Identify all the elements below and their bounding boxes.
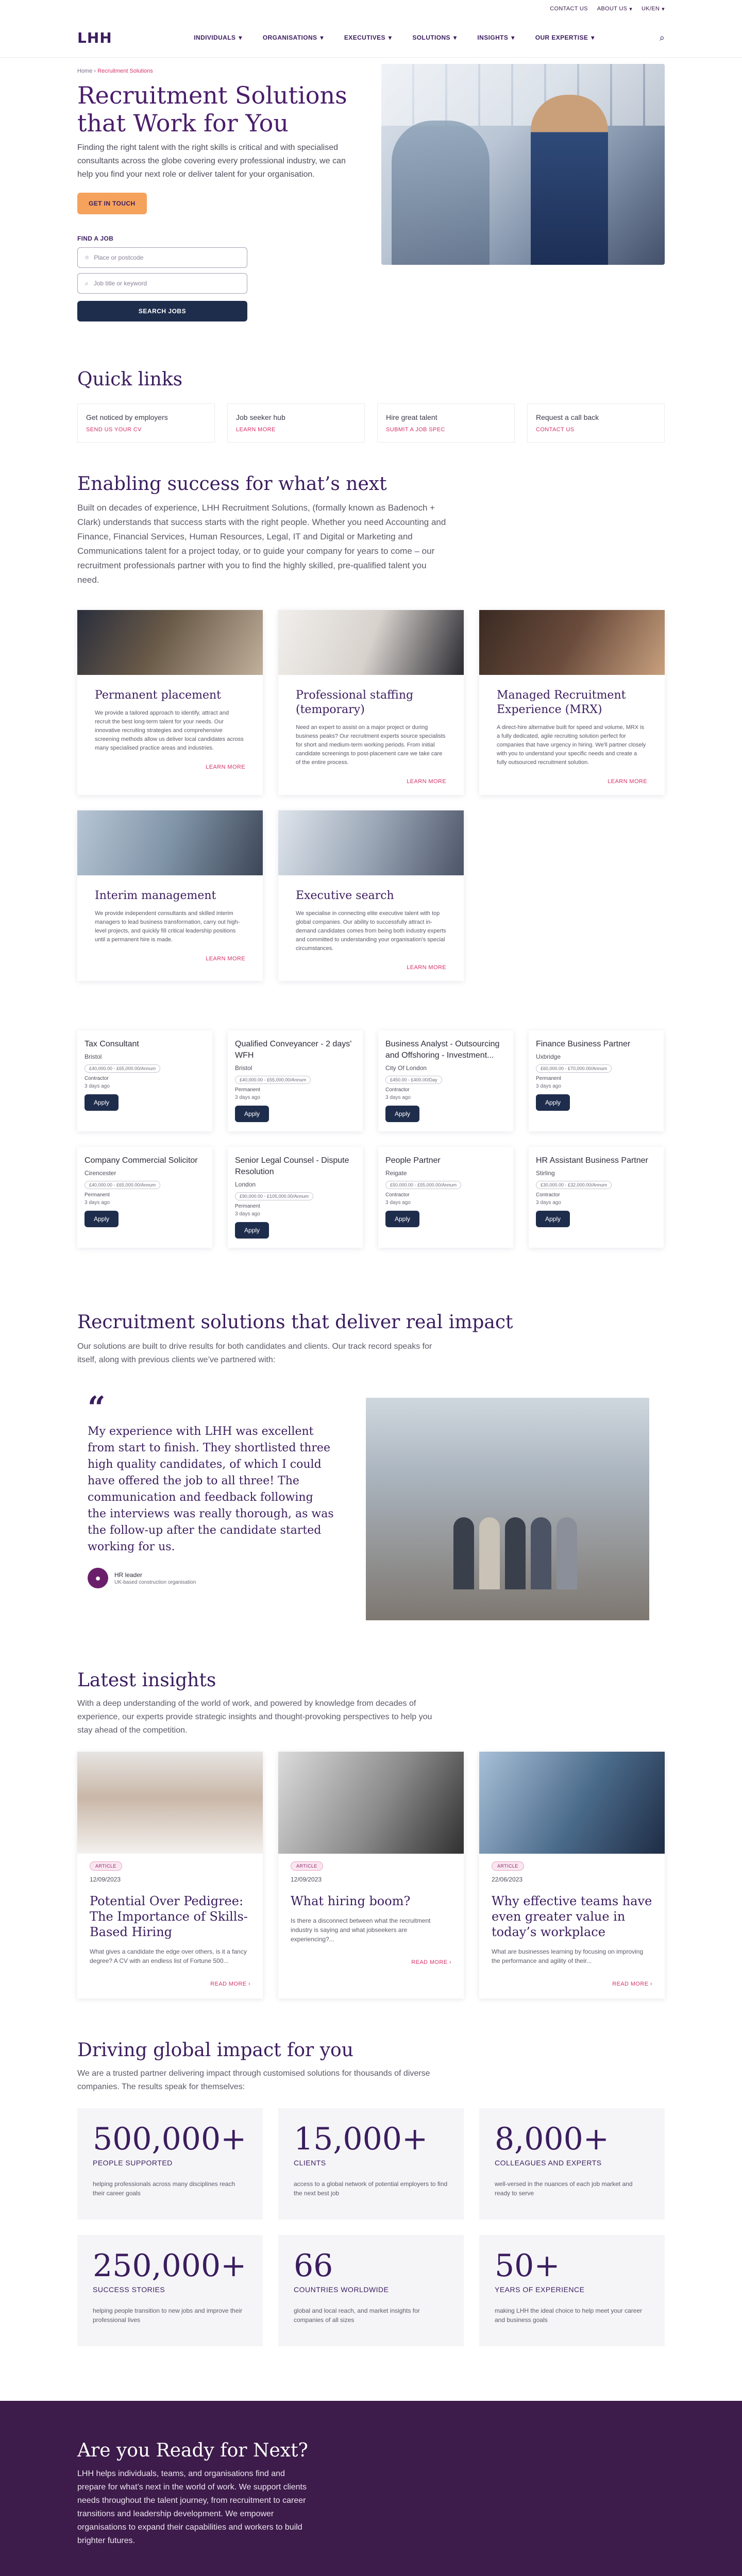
job-card[interactable] xyxy=(228,1030,363,1131)
hero xyxy=(77,74,665,321)
breadcrumb-separator-icon: › xyxy=(94,68,98,74)
job-salary: £40,000.00 - £65,000.00/Annum xyxy=(85,1064,160,1073)
job-card[interactable] xyxy=(378,1030,513,1131)
learn-more-link[interactable]: LEARN MORE xyxy=(608,778,647,785)
job-salary: £40,000.00 - £55,000.00/Annum xyxy=(235,1076,311,1084)
service-card[interactable] xyxy=(77,810,263,981)
stat-label: COUNTRIES WORLDWIDE xyxy=(294,2285,389,2294)
job-salary: £40,000.00 - £65,000.00/Annum xyxy=(85,1181,160,1189)
stat-number: 50+ xyxy=(495,2248,560,2284)
stat-card xyxy=(278,2108,464,2219)
stat-desc: well-versed in the nuances of each job market and ready to serve xyxy=(495,2180,633,2197)
job-salary: £450.00 - £400.00/Day xyxy=(385,1076,442,1084)
stat-number: 66 xyxy=(294,2248,333,2284)
stat-card xyxy=(77,2235,263,2346)
service-text: We specialise in connecting elite executive talent with top global companies. Our ability to successfully attract in-demand candidates comes from being both industry experts and committed to understanding your organisation's special circumstances. xyxy=(296,910,446,952)
learn-more-link[interactable]: LEARN MORE xyxy=(206,764,245,770)
service-card[interactable] xyxy=(77,610,263,795)
hero-image xyxy=(381,64,665,265)
testimonial-quote: My experience with LHH was excellent from start to finish. They shortlisted three high quality candidates, of which I could have offered the job to all three! The communication and feedback following the interviews was really thorough, as was the follow-up after the candidate started working for us. xyxy=(88,1425,334,1553)
apply-button[interactable]: Apply xyxy=(385,1211,419,1227)
insight-card[interactable] xyxy=(278,1752,464,1998)
quick-link-card[interactable] xyxy=(227,403,365,443)
chevron-down-icon: ▾ xyxy=(320,34,324,41)
job-card[interactable] xyxy=(529,1147,664,1248)
insight-title: What hiring boom? xyxy=(291,1894,411,1908)
stat-number: 250,000+ xyxy=(93,2248,247,2284)
search-jobs-button[interactable]: SEARCH JOBS xyxy=(77,301,247,321)
job-title: Tax Consultant xyxy=(85,1040,139,1048)
site-logo[interactable]: LHH xyxy=(77,29,112,46)
insight-card[interactable] xyxy=(77,1752,263,1998)
job-location: City Of London xyxy=(385,1064,427,1072)
job-title: Business Analyst - Outsourcing and Offshoring - Investment... xyxy=(385,1040,500,1060)
insights-text: With a deep understanding of the world of work, and powered by knowledge from decades of experience, our experts provide strategic insights and thought-provoking perspectives to help you stay ahead of the competition. xyxy=(77,1699,432,1735)
avatar-icon: ● xyxy=(88,1568,108,1588)
stat-label: SUCCESS STORIES xyxy=(93,2285,165,2294)
stat-desc: access to a global network of potential employers to find the next best job xyxy=(294,2180,448,2197)
chevron-down-icon: ▾ xyxy=(239,34,242,41)
read-more-link[interactable] xyxy=(291,1959,451,1965)
quick-link-card[interactable] xyxy=(77,403,215,443)
get-in-touch-button[interactable]: GET IN TOUCH xyxy=(77,193,147,214)
nav-label: ORGANISATIONS xyxy=(262,34,317,41)
job-location: Reigate xyxy=(385,1170,407,1177)
job-age: 3 days ago xyxy=(385,1200,411,1206)
insight-image xyxy=(77,1752,263,1854)
region-label: UK/EN xyxy=(642,6,660,12)
quote-icon: “ xyxy=(88,1390,106,1426)
job-salary: £60,000.00 - £70,000.00/Annum xyxy=(536,1064,612,1073)
apply-button[interactable]: Apply xyxy=(85,1211,119,1227)
job-location: Bristol xyxy=(85,1053,102,1060)
chevron-down-icon: ▾ xyxy=(629,6,633,12)
insight-title: Potential Over Pedigree: The Importance of Skills-Based Hiring xyxy=(90,1894,248,1939)
impact-text: We are a trusted partner delivering impact through customised solutions for thousands of diverse companies. The results speak for themselves: xyxy=(77,2069,430,2091)
service-card[interactable] xyxy=(479,610,665,795)
chevron-down-icon: ▾ xyxy=(662,6,665,12)
search-icon[interactable]: ⌕ xyxy=(659,32,665,43)
site-header xyxy=(0,18,742,58)
utility-bar xyxy=(0,0,742,18)
learn-more-link[interactable]: LEARN MORE xyxy=(407,778,446,785)
nav-executives[interactable] xyxy=(344,34,392,41)
learn-more-link[interactable]: LEARN MORE xyxy=(407,964,446,971)
job-salary: £30,000.00 - £32,000.00/Annum xyxy=(536,1181,612,1189)
stat-card xyxy=(77,2108,263,2219)
place-placeholder: Place or postcode xyxy=(94,254,144,261)
results-text: Our solutions are built to drive results for both candidates and clients. Our track record speaks for itself, along with previous clients we’ve partnered with: xyxy=(77,1342,432,1364)
job-card[interactable] xyxy=(378,1147,513,1248)
service-title: Permanent placement xyxy=(95,689,221,702)
nav-individuals[interactable] xyxy=(194,34,242,41)
job-age: 3 days ago xyxy=(536,1083,561,1089)
insight-date: 12/09/2023 xyxy=(90,1876,121,1883)
page-title: Recruitment Solutions that Work for You xyxy=(77,81,347,137)
insights-section xyxy=(77,1620,665,1998)
chevron-down-icon: ▾ xyxy=(388,34,392,41)
job-location: Bristol xyxy=(235,1064,252,1072)
insights-title: Latest insights xyxy=(77,1670,216,1691)
job-title: Finance Business Partner xyxy=(536,1040,631,1048)
nav-insights[interactable] xyxy=(477,34,514,41)
keyword-placeholder: Job title or keyword xyxy=(93,280,147,287)
stat-label: COLLEAGUES AND EXPERTS xyxy=(495,2159,602,2167)
chevron-down-icon: ▾ xyxy=(511,34,515,41)
job-age: 3 days ago xyxy=(85,1200,110,1206)
insight-date: 12/09/2023 xyxy=(291,1876,322,1883)
breadcrumb-current: Recruitment Solutions xyxy=(97,68,153,74)
job-card[interactable] xyxy=(529,1030,664,1131)
service-text: We provide a tailored approach to identify, attract and recruit the best long-term talent for your needs. Our innovative recruiting strategies and comprehensive screening methods allow us deliver local candidates across many specialised practice areas and industries. xyxy=(95,710,244,751)
stat-desc: making LHH the ideal choice to help meet your career and business goals xyxy=(495,2307,643,2324)
stat-desc: helping professionals across many disciplines reach their career goals xyxy=(93,2180,235,2197)
quick-link-card[interactable] xyxy=(527,403,665,443)
job-title: Qualified Conveyancer - 2 days' WFH xyxy=(235,1040,352,1060)
author-name: HR leader xyxy=(114,1571,143,1579)
breadcrumb-home[interactable]: Home xyxy=(77,68,93,74)
job-title: HR Assistant Business Partner xyxy=(536,1156,648,1165)
stat-desc: helping people transition to new jobs and improve their professional lives xyxy=(93,2307,243,2324)
article-badge: ARTICLE xyxy=(492,1861,524,1871)
quick-link-title: Get noticed by employers xyxy=(86,413,168,421)
insight-excerpt: What gives a candidate the edge over others, is it a fancy degree? A CV with an endless list of Fortune 500... xyxy=(90,1948,247,1964)
region-selector[interactable] xyxy=(642,6,665,12)
impact-section xyxy=(77,1998,665,2346)
read-more-link[interactable] xyxy=(492,1981,652,1987)
job-title: People Partner xyxy=(385,1156,441,1165)
enabling-section xyxy=(77,443,665,587)
service-image xyxy=(278,610,464,675)
location-pin-icon: ⌾ xyxy=(85,253,89,261)
contact-us-link[interactable]: CONTACT US xyxy=(550,6,588,12)
hero-text: Finding the right talent with the right skills is critical and with specialised consultants across the globe covering every professional industry, we can help you find your next role or deliver talent for your organisation. xyxy=(77,143,346,179)
chevron-right-icon: › xyxy=(650,1981,652,1987)
enabling-title: Enabling success for what’s next xyxy=(77,473,387,495)
job-title: Company Commercial Solicitor xyxy=(85,1156,198,1165)
service-image xyxy=(77,810,263,875)
keyword-input[interactable] xyxy=(77,273,247,294)
chevron-down-icon: ▾ xyxy=(453,34,457,41)
service-title: Interim management xyxy=(95,889,216,902)
testimonial-author xyxy=(88,1568,335,1588)
insight-image xyxy=(278,1752,464,1854)
service-card[interactable] xyxy=(278,810,464,981)
stat-card xyxy=(479,2235,665,2346)
job-location: Stirling xyxy=(536,1170,555,1177)
service-title: Managed Recruitment Experience (MRX) xyxy=(497,689,626,716)
apply-button[interactable]: Apply xyxy=(235,1106,269,1122)
find-job-label: FIND A JOB xyxy=(77,235,114,242)
testimonial-image xyxy=(366,1398,649,1620)
results-section xyxy=(77,1263,665,1620)
insight-title: Why effective teams have even greater value in today’s workplace xyxy=(492,1894,652,1939)
apply-button[interactable]: Apply xyxy=(385,1106,419,1122)
read-more-label: READ MORE xyxy=(411,1959,448,1965)
job-type: Permanent xyxy=(85,1192,110,1198)
service-title: Professional staffing (temporary) xyxy=(296,689,414,716)
insight-card[interactable] xyxy=(479,1752,665,1998)
service-title: Executive search xyxy=(296,889,394,902)
stat-card xyxy=(479,2108,665,2219)
job-type: Permanent xyxy=(235,1204,260,1209)
about-us-label: ABOUT US xyxy=(597,6,628,12)
service-text: A direct-hire alternative built for speed and volume, MRX is a fully dedicated, agile recruiting solution perfect for companies that have urgency in hiring. We'll partner closely with you to understand your specific needs and create a fully outsourced recruitment solution. xyxy=(497,724,646,766)
testimonial xyxy=(77,1390,665,1620)
apply-button[interactable]: Apply xyxy=(536,1094,570,1111)
nav-label: INSIGHTS xyxy=(477,34,509,41)
nav-organisations[interactable] xyxy=(263,34,324,41)
place-input[interactable] xyxy=(77,247,247,268)
job-age: 3 days ago xyxy=(235,1211,260,1217)
service-card[interactable] xyxy=(278,610,464,795)
job-type: Permanent xyxy=(536,1076,561,1081)
job-location: Cirencester xyxy=(85,1170,116,1177)
quick-link-title: Job seeker hub xyxy=(236,413,285,421)
service-image xyxy=(77,610,263,675)
service-image xyxy=(479,610,665,675)
quick-link-cta[interactable]: SEND US YOUR CV xyxy=(86,427,142,433)
job-type: Contractor xyxy=(385,1087,410,1093)
ready-title: Are you Ready for Next? xyxy=(77,2440,308,2461)
search-icon: ⌕ xyxy=(85,279,89,287)
about-us-menu[interactable] xyxy=(597,6,632,12)
service-text: We provide independent consultants and skilled interim managers to lead business transformation, carry out high-level projects, and quickly fill critical leadership positions until a permanent hire is made. xyxy=(95,910,240,943)
job-type: Contractor xyxy=(85,1076,109,1081)
job-type: Permanent xyxy=(235,1087,260,1093)
stat-card xyxy=(278,2235,464,2346)
author-org: UK-based construction organisation xyxy=(114,1579,196,1585)
stat-label: YEARS OF EXPERIENCE xyxy=(495,2285,585,2294)
stat-number: 15,000+ xyxy=(294,2121,428,2157)
quick-links-section xyxy=(77,321,665,443)
apply-button[interactable]: Apply xyxy=(235,1222,269,1239)
stat-label: CLIENTS xyxy=(294,2159,326,2167)
nav-label: EXECUTIVES xyxy=(344,34,385,41)
job-location: Uxbridge xyxy=(536,1053,561,1060)
job-age: 3 days ago xyxy=(235,1095,260,1100)
job-salary: £90,000.00 - £105,000.00/Annum xyxy=(235,1192,313,1200)
job-type: Contractor xyxy=(536,1192,560,1198)
job-type: Contractor xyxy=(385,1192,410,1198)
stat-number: 500,000+ xyxy=(93,2121,247,2157)
insight-excerpt: Is there a disconnect between what the recruitment industry is saying and what jobseekers are experiencing?... xyxy=(291,1917,431,1943)
job-age: 3 days ago xyxy=(385,1095,411,1100)
enabling-text: Built on decades of experience, LHH Recruitment Solutions, (formally known as Badenoch + Clark) understands that success starts with the right people. Whether you need Accounting and Finance, Financial Services, Human Resources, Legal, IT and Digital or Marketing and Communications talent for a project today, or to guide your company for years to come – our recruitment professionals partner with you to find the highly skilled, pre-qualified talent you need. xyxy=(77,503,446,585)
quick-link-cta[interactable]: LEARN MORE xyxy=(236,427,276,433)
quick-link-cta[interactable]: SUBMIT A JOB SPEC xyxy=(386,427,445,433)
ready-section xyxy=(0,2401,742,2576)
read-more-link[interactable] xyxy=(90,1981,250,1987)
main-nav xyxy=(139,34,649,41)
quick-link-title: Request a call back xyxy=(536,413,599,421)
chevron-right-icon: › xyxy=(449,1959,451,1965)
quick-link-title: Hire great talent xyxy=(386,413,437,421)
chevron-down-icon: ▾ xyxy=(591,34,595,41)
insight-excerpt: What are businesses learning by focusing on improving the performance and agility of their... xyxy=(492,1948,644,1964)
services-grid xyxy=(77,610,665,981)
read-more-label: READ MORE xyxy=(210,1981,247,1987)
quick-link-cta[interactable]: CONTACT US xyxy=(536,427,575,433)
ready-text: LHH helps individuals, teams, and organisations find and prepare for what’s next in the world of work. We support clients needs throughout the talent journey, from recruitment to career transitions and leadership development. We empower organisations to expand their capabilities and workers to build brighter futures. xyxy=(77,2469,307,2545)
impact-title: Driving global impact for you xyxy=(77,2040,353,2061)
chevron-right-icon: › xyxy=(248,1981,250,1987)
job-card[interactable] xyxy=(77,1030,212,1131)
quick-link-card[interactable] xyxy=(377,403,515,443)
job-card[interactable] xyxy=(77,1147,212,1248)
learn-more-link[interactable]: LEARN MORE xyxy=(206,956,245,962)
nav-label: INDIVIDUALS xyxy=(194,34,236,41)
stat-number: 8,000+ xyxy=(495,2121,610,2157)
quick-links-title: Quick links xyxy=(77,369,183,390)
service-text: Need an expert to assist on a major project or during business peaks? Our recruitment experts source specialists for short and medium-term working periods. From initial candidate screenings to post-placement care we take care of the entire process. xyxy=(296,724,446,766)
nav-solutions[interactable] xyxy=(412,34,457,41)
apply-button[interactable]: Apply xyxy=(85,1094,119,1111)
job-salary: £50,000.00 - £55,000.00/Annum xyxy=(385,1181,461,1189)
nav-label: SOLUTIONS xyxy=(412,34,450,41)
stat-label: PEOPLE SUPPORTED xyxy=(93,2159,173,2167)
nav-our-expertise[interactable] xyxy=(535,34,595,41)
job-location: London xyxy=(235,1181,256,1188)
jobs-section xyxy=(77,981,665,1248)
insight-date: 22/06/2023 xyxy=(492,1876,523,1883)
service-image xyxy=(278,810,464,875)
results-title: Recruitment solutions that deliver real impact xyxy=(77,1312,513,1333)
article-badge: ARTICLE xyxy=(291,1861,323,1871)
article-badge: ARTICLE xyxy=(90,1861,122,1871)
insight-image xyxy=(479,1752,665,1854)
read-more-label: READ MORE xyxy=(612,1981,649,1987)
job-age: 3 days ago xyxy=(85,1083,110,1089)
job-card[interactable] xyxy=(228,1147,363,1248)
job-title: Senior Legal Counsel - Dispute Resolution xyxy=(235,1156,349,1176)
apply-button[interactable]: Apply xyxy=(536,1211,570,1227)
stat-desc: global and local reach, and market insights for companies of all sizes xyxy=(294,2307,420,2324)
nav-label: OUR EXPERTISE xyxy=(535,34,588,41)
job-age: 3 days ago xyxy=(536,1200,561,1206)
